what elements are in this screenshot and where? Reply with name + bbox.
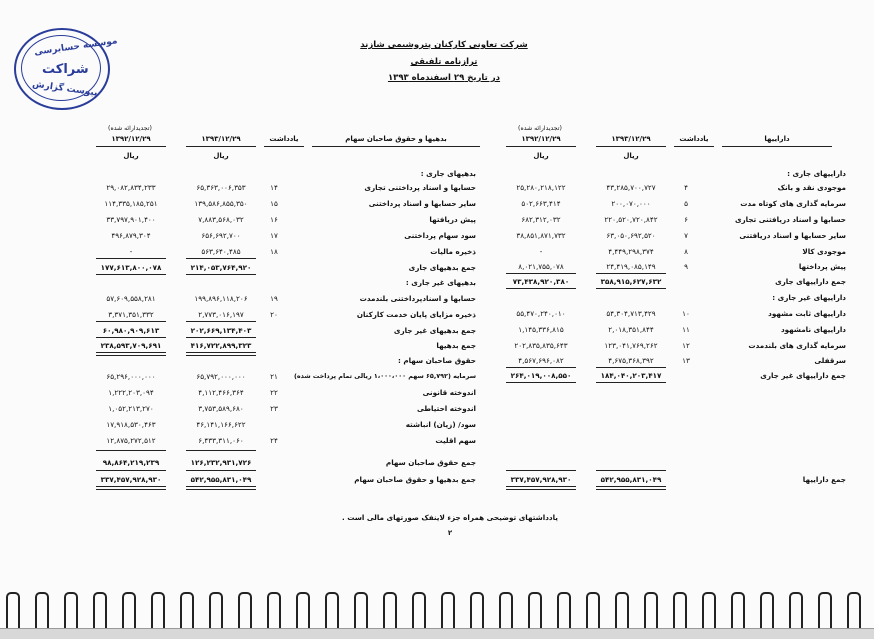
equity-total-1393: ۱۲۶,۲۳۲,۹۳۱,۷۲۶ [190, 458, 252, 467]
liab-row-note: ۱۹ [270, 294, 278, 303]
liab-current-total-1393: ۲۱۴,۰۵۳,۷۶۴,۹۲۰ [190, 263, 252, 272]
assets-col2-date: ۱۳۹۲/۱۲/۲۹ [521, 135, 561, 143]
liab-row-value-1393: ۲,۷۷۳,۰۱۶,۱۹۷ [198, 310, 244, 319]
binding-ring [644, 592, 658, 628]
binding-ring [470, 592, 484, 628]
stamp-line2: شراکت [42, 62, 89, 77]
assets-noncurrent-header: داراییهای غیر جاری : [772, 293, 846, 302]
asset-row-value-1393: ۲۲۰,۵۲۰,۷۲۰,۸۴۲ [604, 215, 658, 224]
liab-row-label: پیش دریافتها [429, 215, 476, 224]
asset-row-value-1392: - [539, 247, 543, 256]
binding-ring [789, 592, 803, 628]
asset-row-value-1392: ۶۸۲,۳۱۲,۰۳۲ [521, 215, 561, 224]
liab-grand-total-1392: ۳۳۷,۴۵۷,۹۲۸,۹۳۰ [100, 475, 162, 484]
liab-total-label: جمع بدهیها [436, 341, 476, 350]
assets-col2-unit: ریال [533, 152, 549, 160]
statement-title: ترازنامه تلفیقی [410, 57, 478, 67]
assets-col1-unit: ریال [623, 152, 639, 160]
binding-ring [702, 592, 716, 628]
asset-row-label: سرقفلی [814, 356, 846, 365]
footer-note: یادداشتهای توضیحی همراه جزء لاینفک صورتهای مالی است . [342, 513, 558, 522]
asset-row-value-1392: ۸,۰۲۱,۷۵۵,۰۷۸ [518, 262, 564, 271]
asset-row-label: موجودی کالا [802, 247, 846, 256]
assets-grand-total-1393: ۵۴۲,۹۵۵,۸۳۱,۰۴۹ [600, 475, 662, 484]
assets-current-total-1393: ۳۵۸,۹۱۵,۶۲۷,۶۳۲ [600, 277, 662, 286]
liab-noncurrent-header: بدهیهای غیر جاری : [405, 278, 476, 287]
binding-ring [325, 592, 339, 628]
binding-ring [93, 592, 107, 628]
asset-row-label: سرمایه گذاری های بلندمدت [748, 341, 846, 350]
binding-ring [528, 592, 542, 628]
liab-col2-unit: ریال [123, 152, 139, 160]
asset-row-value-1393: ۲,۰۱۸,۳۵۱,۸۴۴ [608, 325, 654, 334]
asset-row-note: ۱۲ [682, 341, 690, 350]
asset-row-note: ۶ [684, 215, 688, 224]
asset-row-label: موجودی نقد و بانک [777, 183, 846, 192]
asset-row-value-1393: ۴,۶۷۵,۳۶۸,۳۹۲ [608, 356, 654, 365]
binding-ring [615, 592, 629, 628]
page-number: ۲ [447, 529, 453, 537]
asset-row-value-1392: ۵۰۲,۶۶۳,۴۱۴ [521, 199, 561, 208]
equity-row-value-1392: ۱,۲۲۲,۲۰۳,۰۹۴ [108, 388, 154, 397]
liab-row-note: ۱۷ [270, 231, 278, 240]
equity-row-label: سهم اقلیت [435, 436, 476, 445]
equity-row-note: ۲۱ [270, 372, 278, 381]
liab-row-label: ذخیره مزایای پایان خدمت کارکنان [356, 310, 476, 319]
liab-row-value-1393: ۵۶۳,۶۴۰,۴۸۵ [201, 247, 241, 256]
asset-row-label: داراییهای ثابت مشهود [768, 309, 846, 318]
company-name: شرکت تعاونی کارکنان پتروشیمی شازند [360, 40, 528, 50]
asset-row-note: ۱۰ [682, 309, 690, 318]
stamp-line1: موسسه حسابرسی [33, 36, 119, 58]
equity-row-value-1393: ۳,۷۵۳,۵۸۹,۶۸۰ [198, 404, 244, 413]
asset-row-label: داراییهای نامشهود [780, 325, 846, 334]
asset-row-note: ۵ [684, 199, 688, 208]
binding-ring [6, 592, 20, 628]
liab-note-header: یادداشت [269, 135, 299, 143]
liab-row-value-1393: ۶۵۶,۶۹۲,۷۰۰ [201, 231, 241, 240]
assets-grand-total-label: جمع داراییها [802, 475, 846, 484]
liab-noncurrent-total-1393: ۲۰۲,۶۶۹,۱۳۴,۴۰۳ [190, 326, 252, 335]
assets-current-total-1392: ۷۳,۴۳۸,۹۲۰,۳۸۰ [512, 277, 570, 286]
asset-row-value-1393: ۶۳,۰۵۰,۶۹۲,۵۲۰ [606, 231, 656, 240]
binding-ring [122, 592, 136, 628]
equity-row-value-1392: ۱,۰۵۲,۲۱۳,۲۷۰ [108, 404, 154, 413]
liab-row-note: ۱۸ [270, 247, 278, 256]
equity-row-label: اندوخته احتیاطی [416, 404, 476, 413]
liab-row-value-1393: ۶۵,۳۶۳,۰۰۶,۳۵۳ [196, 183, 246, 192]
binding-ring [354, 592, 368, 628]
equity-total-label: جمع حقوق صاحبان سهام [385, 458, 476, 467]
liab-row-label: حسابها و اسنادپرداختنی بلندمدت [359, 294, 476, 303]
binding-ring [586, 592, 600, 628]
binding-ring [238, 592, 252, 628]
liab-row-value-1393: ۱۳۹,۵۸۶,۸۵۵,۳۵۰ [194, 199, 248, 208]
binding-ring [557, 592, 571, 628]
stamp-line3: پیوست گزارش [31, 79, 99, 99]
asset-row-label: حسابها و اسناد دریافتنی تجاری [734, 215, 846, 224]
liab-col1-date: ۱۳۹۳/۱۲/۲۹ [201, 135, 241, 143]
binding-ring [412, 592, 426, 628]
equity-row-value-1392: ۱۷,۹۱۸,۵۳۰,۴۶۳ [106, 420, 156, 429]
liab-row-value-1393: ۱۹۹,۸۹۶,۱۱۸,۲۰۶ [194, 294, 248, 303]
liab-row-value-1392: - [129, 247, 133, 256]
liab-noncurrent-total-label: جمع بدهیهای غیر جاری [393, 326, 476, 335]
liab-row-note: ۱۵ [270, 199, 278, 208]
liab-row-note: ۱۶ [270, 215, 278, 224]
binding-ring [267, 592, 281, 628]
equity-row-value-1393: ۴,۱۱۲,۴۶۶,۳۶۴ [198, 388, 244, 397]
equity-row-label: اندوخته قانونی [422, 388, 476, 397]
asset-row-note: ۹ [684, 262, 688, 271]
asset-row-value-1393: ۴,۴۴۹,۲۹۸,۳۷۴ [608, 247, 654, 256]
binding-ring [818, 592, 832, 628]
liab-col2-date: ۱۳۹۲/۱۲/۲۹ [111, 135, 151, 143]
liab-title: بدهیها و حقوق صاحبان سهام [345, 135, 447, 143]
binding-ring [383, 592, 397, 628]
binding-ring [151, 592, 165, 628]
binding-ring [731, 592, 745, 628]
binding-ring [64, 592, 78, 628]
asset-row-note: ۸ [684, 247, 688, 256]
equity-row-value-1393: ۶۵,۷۹۲,۰۰۰,۰۰۰ [196, 372, 246, 381]
asset-row-value-1393: ۴۳,۲۸۵,۷۰۰,۷۲۷ [606, 183, 656, 192]
assets-noncurrent-total-1393: ۱۸۴,۰۴۰,۲۰۳,۴۱۷ [600, 371, 662, 380]
equity-row-label: سود/ (زیان) انباشته [405, 420, 476, 429]
equity-total-1392: ۹۸,۸۶۴,۲۱۹,۲۳۹ [102, 458, 160, 467]
liab-row-value-1392: ۴۹۶,۸۷۹,۳۰۴ [111, 231, 151, 240]
liab-row-value-1392: ۳۳,۷۹۷,۹۰۱,۴۰۰ [106, 215, 156, 224]
asset-row-value-1392: ۳۸,۸۵۱,۸۷۱,۷۳۲ [516, 231, 566, 240]
binding-ring [673, 592, 687, 628]
assets-note-header: یادداشت [679, 135, 709, 143]
asset-row-note: ۷ [684, 231, 688, 240]
liab-col1-unit: ریال [213, 152, 229, 160]
liab-row-value-1393: ۷,۸۸۳,۵۶۸,۰۳۲ [198, 215, 244, 224]
assets-noncurrent-total-label: جمع داراییهای غیر جاری [760, 371, 846, 380]
equity-row-value-1392: ۱۲,۸۷۵,۲۷۲,۵۱۲ [106, 436, 156, 445]
binding-ring [760, 592, 774, 628]
asset-row-value-1393: ۵۴,۳۰۴,۷۱۳,۴۲۹ [606, 309, 656, 318]
asset-row-value-1392: ۲۵,۲۸۰,۲۱۸,۱۲۲ [516, 183, 566, 192]
liab-current-total-1392: ۱۷۷,۶۱۳,۸۰۰,۰۷۸ [100, 263, 162, 272]
asset-row-label: سایر حسابها و اسناد دریافتنی [739, 231, 846, 240]
asset-row-value-1392: ۴,۵۶۷,۶۹۶,۰۸۲ [518, 356, 564, 365]
assets-current-header: داراییهای جاری : [787, 169, 846, 178]
liab-grand-total-label: جمع بدهیها و حقوق صاحبان سهام [354, 475, 476, 484]
liab-grand-total-1393: ۵۴۲,۹۵۵,۸۳۱,۰۴۹ [190, 475, 252, 484]
asset-row-value-1393: ۲۴,۴۱۹,۰۸۵,۱۴۹ [606, 262, 656, 271]
binding-ring [296, 592, 310, 628]
asset-row-note: ۴ [684, 183, 688, 192]
asset-row-label: سرمایه گذاری های کوتاه مدت [740, 199, 846, 208]
liab-row-value-1392: ۳,۳۷۱,۳۵۱,۳۳۲ [108, 310, 154, 319]
binding-ring [35, 592, 49, 628]
equity-row-note: ۲۲ [270, 388, 278, 397]
binding-ring [499, 592, 513, 628]
liab-row-value-1392: ۱۱۴,۳۳۵,۱۸۵,۲۵۱ [104, 199, 158, 208]
equity-row-note: ۲۴ [270, 436, 278, 445]
asset-row-value-1393: ۲۰۰,۰۷۰,۰۰۰ [611, 199, 651, 208]
liab-total-1392: ۲۳۸,۵۹۳,۷۰۹,۶۹۱ [100, 341, 162, 350]
assets-title: داراییها [764, 135, 790, 143]
liab-row-value-1392: ۲۹,۰۸۲,۸۳۴,۲۳۳ [106, 183, 156, 192]
equity-row-note: ۲۳ [270, 404, 278, 413]
auditor-stamp [14, 28, 119, 110]
assets-noncurrent-total-1392: ۲۶۴,۰۱۹,۰۰۸,۵۵۰ [510, 371, 572, 380]
binding-ring [209, 592, 223, 628]
asset-row-value-1393: ۱۲۳,۰۴۱,۷۶۹,۲۶۲ [604, 341, 658, 350]
liab-row-label: حسابها و اسناد پرداختنی تجاری [364, 183, 476, 192]
binding-ring [180, 592, 194, 628]
equity-row-value-1392: ۶۵,۲۹۶,۰۰۰,۰۰۰ [106, 372, 156, 381]
asset-row-value-1392: ۱,۱۴۵,۳۳۶,۸۱۵ [518, 325, 564, 334]
liab-restated-note: (تجدیدارائه شده) [108, 125, 152, 132]
assets-current-total-label: جمع داراییهای جاری [775, 277, 846, 286]
equity-row-value-1393: ۴۶,۱۴۱,۱۶۶,۶۲۲ [196, 420, 246, 429]
liab-row-note: ۲۰ [270, 310, 278, 319]
asset-row-note: ۱۳ [682, 356, 690, 365]
asset-row-value-1392: ۵۵,۴۷۰,۲۴۰,۰۱۰ [516, 309, 566, 318]
assets-col1-date: ۱۳۹۳/۱۲/۲۹ [611, 135, 651, 143]
assets-grand-total-1392: ۳۳۷,۴۵۷,۹۲۸,۹۳۰ [510, 475, 572, 484]
spiral-binding [0, 592, 874, 638]
liab-row-label: ذخیره مالیات [430, 247, 476, 256]
liab-row-label: سود سهام پرداختنی [404, 231, 476, 240]
asset-row-value-1392: ۲۰۲,۸۳۵,۸۳۵,۶۴۳ [514, 341, 568, 350]
asset-row-note: ۱۱ [682, 325, 690, 334]
binding-ring [441, 592, 455, 628]
liab-noncurrent-total-1392: ۶۰,۹۸۰,۹۰۹,۶۱۳ [102, 326, 160, 335]
liab-current-header: بدهیهای جاری : [420, 169, 476, 178]
asset-row-label: پیش پرداختها [798, 262, 846, 271]
assets-restated-note: (تجدیدارائه شده) [518, 125, 562, 132]
equity-row-label: سرمایه (۶۵,۷۹۲ سهم ۱،۰۰۰،۰۰۰ ریالی تمام پرداخت شده) [293, 372, 476, 380]
liab-row-note: ۱۴ [270, 183, 278, 192]
statement-date: در تاریخ ۲۹ اسفندماه ۱۳۹۳ [387, 73, 501, 83]
equity-header: حقوق صاحبان سهام : [397, 356, 476, 365]
liab-row-label: سایر حسابها و اسناد پرداختنی [368, 199, 476, 208]
liab-total-1393: ۴۱۶,۷۲۲,۸۹۹,۳۲۳ [190, 341, 252, 350]
liab-row-value-1392: ۵۷,۶۰۹,۵۵۸,۲۸۱ [106, 294, 156, 303]
binding-ring [847, 592, 861, 628]
liab-current-total-label: جمع بدهیهای جاری [408, 263, 476, 272]
equity-row-value-1393: ۶,۴۳۳,۳۱۱,۰۶۰ [198, 436, 244, 445]
binding-bar [0, 628, 874, 639]
